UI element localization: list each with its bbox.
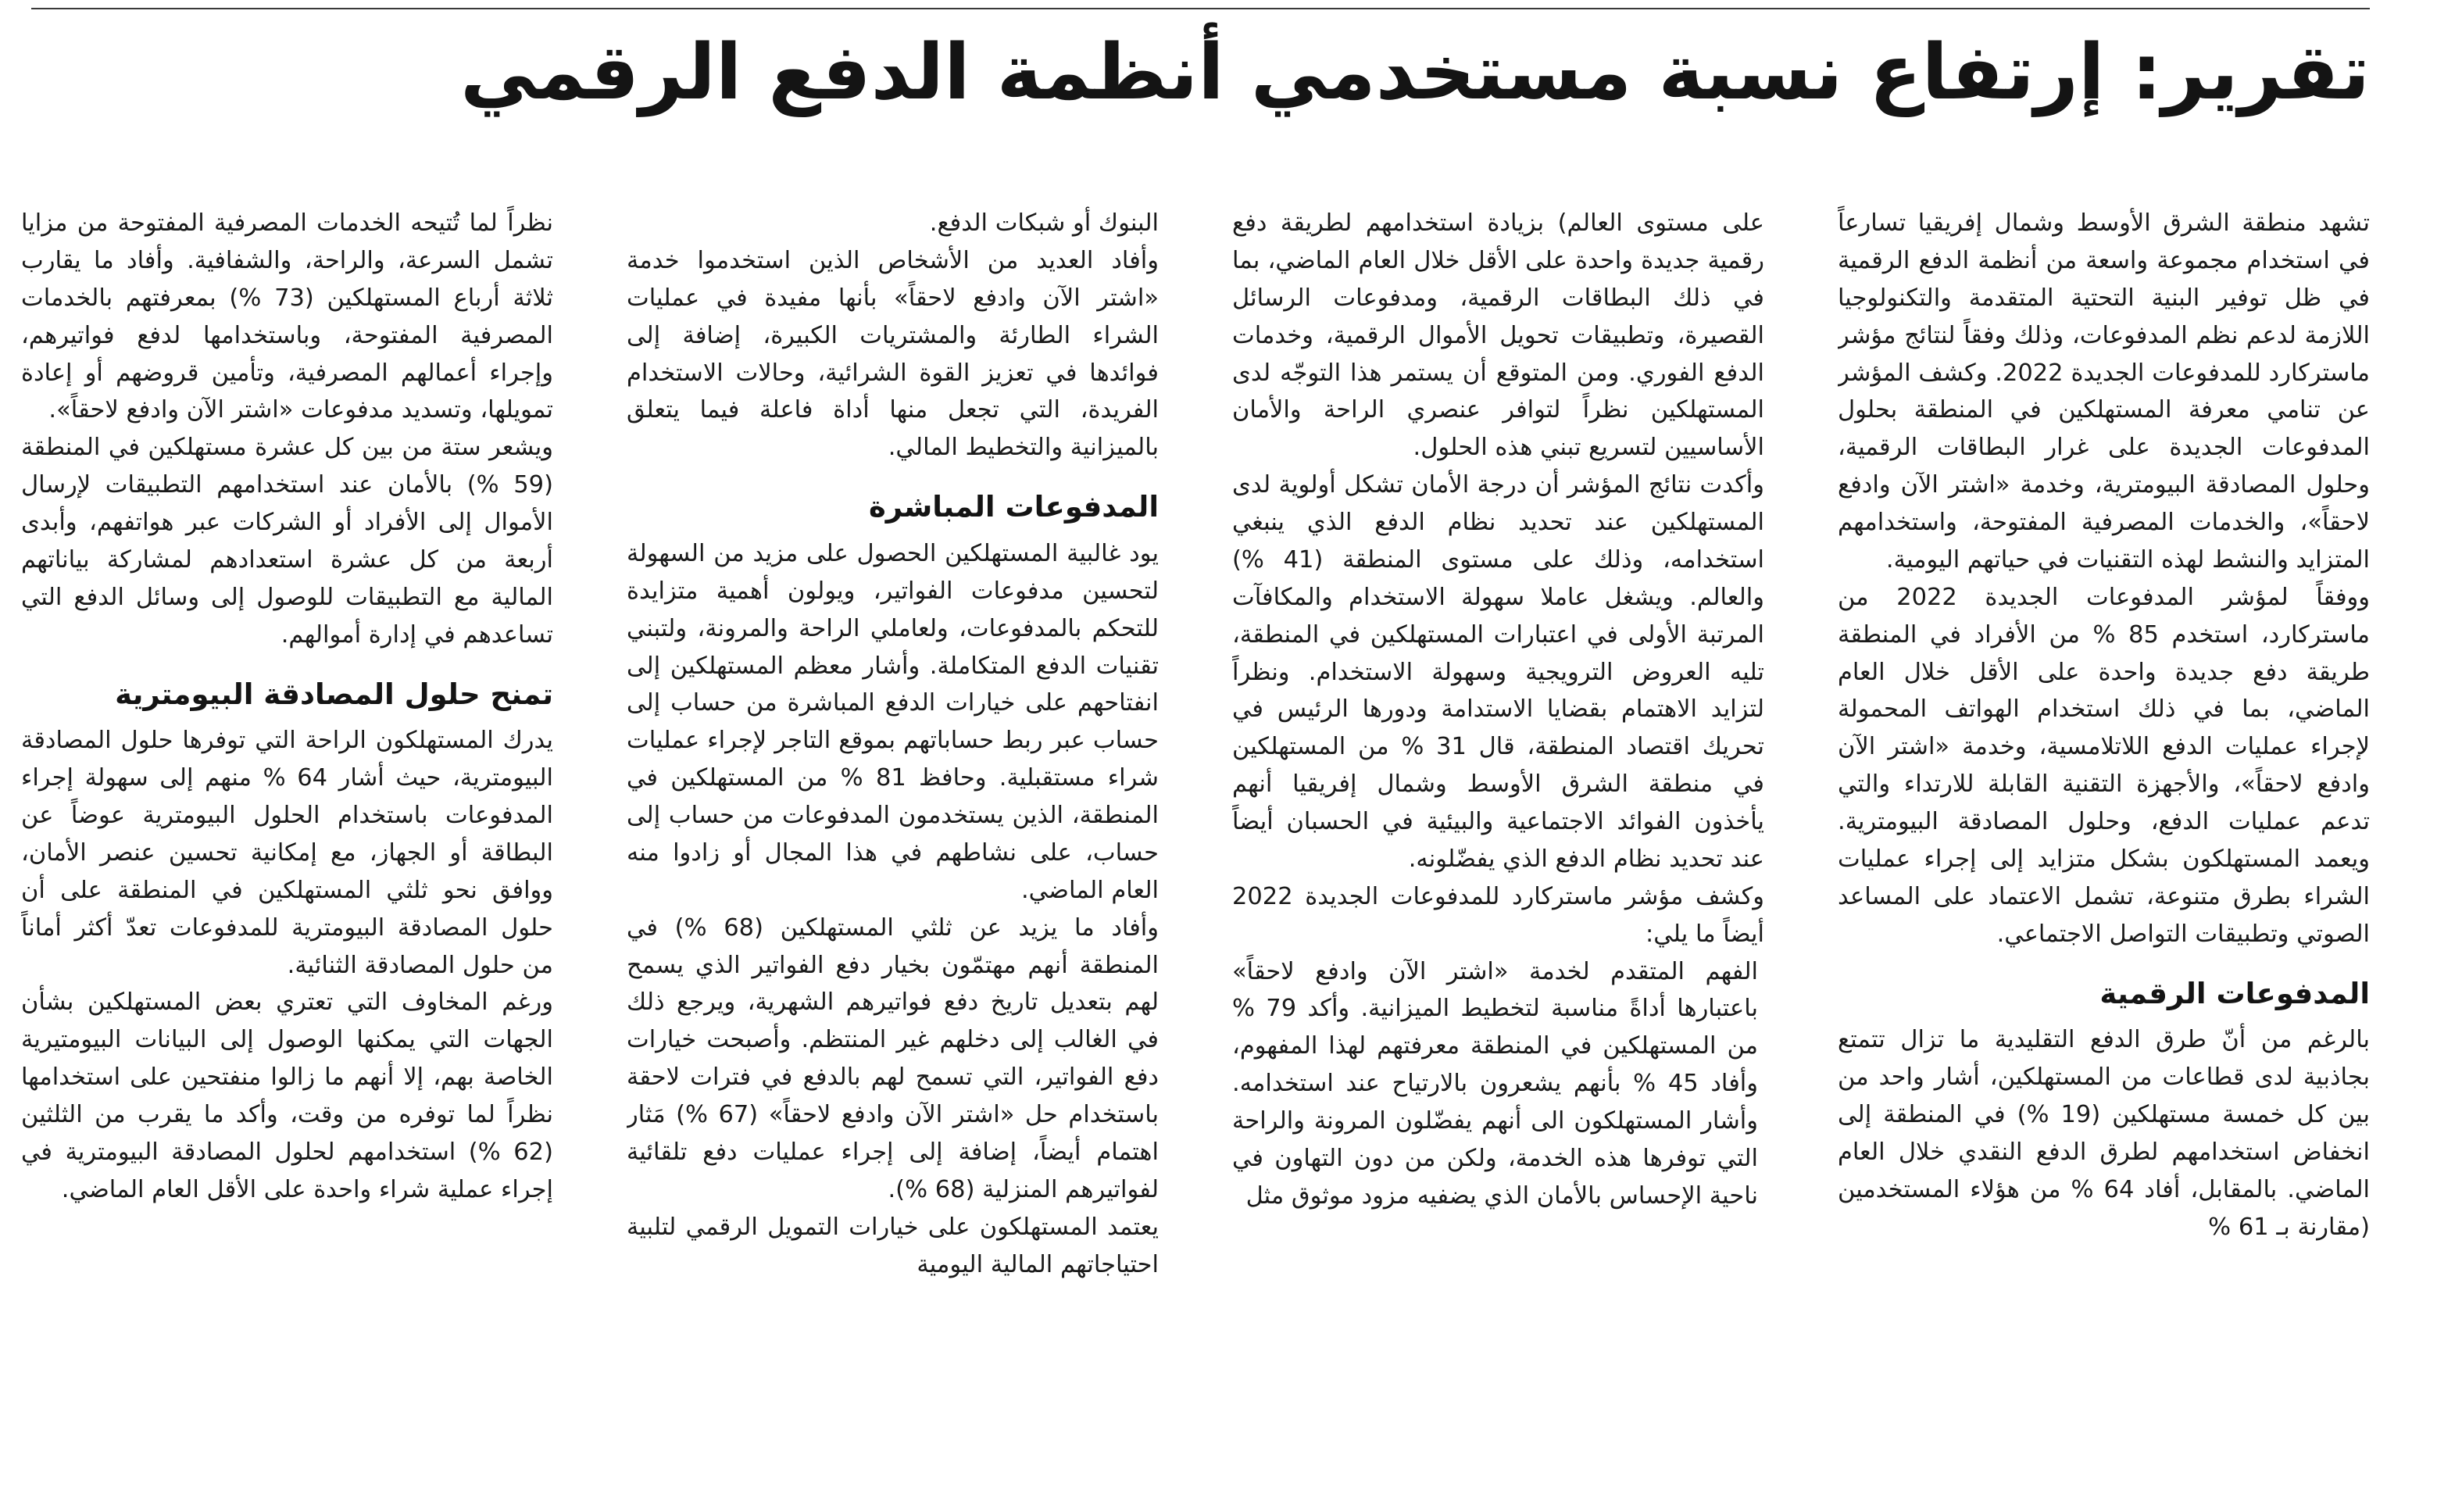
article-paragraph: البنوك أو شبكات الدفع. (929, 209, 1159, 237)
article-paragraph: ووفقاً لمؤشر المدفوعات الجديدة 2022 من ماستركارد، استخدم 85 % من الأفراد في المنطقة طريقة دفع جديدة واحدة على الأقل خلال العام الماضي، بما في ذلك استخدام الهواتف المحمولة لإجراء عمليات الدفع اللاتلامسية، وخدمة «اشتر الآن وادفع لاحقاً»، والأجهزة التقنية القابلة للارتداء والتي تدعم عمليات الدفع، وحلول المصادقة البيومترية. ويعمد المستهلكون بشكل متزايد إلى إجراء عمليات الشراء بطرق متنوعة، تشمل الاعتماد على المساعد الصوتي وتطبيقات التواصل الاجتماعي. (1838, 583, 2370, 948)
article-column-4 (21, 205, 553, 1486)
article-paragraph: بالرغم من أنّ طرق الدفع التقليدية ما تزال تتمتع بجاذبية لدى قطاعات من المستهلكين، أشار واحد من بين كل خمسة مستهلكين (19 %) في المنطقة إلى انخفاض استخدامهم لطرق الدفع النقدي خلال العام الماضي. بالمقابل، أفاد 64 % من هؤلاء المستخدمين (مقارنة بـ 61 % (1838, 1026, 2370, 1241)
article-columns (21, 205, 2370, 1486)
section-heading: تمنح حلول المصادقة البيومترية (115, 677, 553, 711)
article-paragraph: على مستوى العالم) بزيادة استخدامهم لطريقة دفع رقمية جديدة واحدة على الأقل خلال العام الماضي، بما في ذلك البطاقات الرقمية، ومدفوعات الرسائل القصيرة، وتطبيقات تحويل الأموال الرقمية، وخدمات الدفع الفوري. ومن المتوقع أن يستمر هذا التوجّه لدى المستهلكين نظراً لتوافر عنصري الراحة والأمان الأساسيين لتسريع تبني هذه الحلول. (1232, 209, 1764, 462)
article-paragraph: ورغم المخاوف التي تعتري بعض المستهلكين بشأن الجهات التي يمكنها الوصول إلى البيانات البيومتيرية الخاصة بهم، إلا أنهم ما زالوا منفتحين على استخدامها نظراً لما توفره من وقت، وأكد ما يقرب من الثلثين (62 %) استخدامهم لحلول المصادقة البيومترية في إجراء عملية شراء واحدة على الأقل العام الماضي. (21, 988, 553, 1203)
section-heading: المدفوعات الرقمية (2099, 976, 2370, 1010)
article-column-2 (1232, 205, 1764, 1486)
article-paragraph: وأفاد ما يزيد عن ثلثي المستهلكين (68 %) في المنطقة أنهم مهتمّون بخيار دفع الفواتير الذي يسمح لهم بتعديل تاريخ دفع فواتيرهم الشهرية، ويرجع ذلك في الغالب إلى دخلهم غير المنتظم. وأصبحت خيارات دفع الفواتير، التي تسمح لهم بالدفع في فترات لاحقة باستخدام حل «اشتر الآن وادفع لاحقاً» (67 %) مَثار اهتمام أيضاً، إضافة إلى إجراء عمليات دفع تلقائية لفواتيرهم المنزلية (68 %). (627, 913, 1159, 1203)
article-paragraph: يدرك المستهلكون الراحة التي توفرها حلول المصادقة البيومترية، حيث أشار 64 % منهم إلى سهولة إجراء المدفوعات باستخدام الحلول البيومترية عوضاً عن البطاقة أو الجهاز، مع إمكانية تحسين عنصر الأمان، ووافق نحو ثلثي المستهلكين في المنطقة على أن حلول المصادقة البيومترية للمدفوعات تعدّ أكثر أماناً من حلول المصادقة الثنائية. (21, 727, 553, 979)
top-rule (31, 8, 2370, 9)
article-paragraph: وأكدت نتائج المؤشر أن درجة الأمان تشكل أولوية لدى المستهلكين عند تحديد نظام الدفع الذي ينبغي استخدامه، وذلك على مستوى المنطقة (41 %) والعالم. ويشغل عاملا سهولة الاستخدام والمكافآت المرتبة الأولى في اعتبارات المستهلكين في المنطقة، تليه العروض الترويجية وسهولة الاستخدام. ونظراً لتزايد الاهتمام بقضايا الاستدامة ودورها الرئيس في تحريك اقتصاد المنطقة، قال 31 % من المستهلكين في منطقة الشرق الأوسط وشمال إفريقيا أنهم يأخذون الفوائد الاجتماعية والبيئية في الحسبان أيضاً عند تحديد نظام الدفع الذي يفضّلونه. (1232, 471, 1764, 873)
article-paragraph: وأفاد العديد من الأشخاص الذين استخدموا خدمة «اشتر الآن وادفع لاحقاً» بأنها مفيدة في عمليات الشراء الطارئة والمشتريات الكبيرة، إضافة إلى فوائدها في تعزيز القوة الشرائية، وحالات الاستخدام الفريدة، التي تجعل منها أداة فاعلة فيما يتعلق بالميزانية والتخطيط المالي. (627, 246, 1159, 462)
article-column-1 (1838, 205, 2370, 1486)
article-paragraph: ويشعر ستة من بين كل عشرة مستهلكين في المنطقة (59 %) بالأمان عند استخدامهم التطبيقات لإرسال الأموال إلى الأفراد أو الشركات عبر هواتفهم، وأبدى أربعة من كل عشرة استعدادهم لمشاركة بياناتهم المالية مع التطبيقات للوصول إلى وسائل الدفع التي تساعدهم في إدارة أموالهم. (21, 434, 553, 649)
article-headline: تقرير: إرتفاع نسبة مستخدمي أنظمة الدفع الرقمي (460, 28, 2370, 117)
article-paragraph: يود غالبية المستهلكين الحصول على مزيد من السهولة لتحسين مدفوعات الفواتير، ويولون أهمية متزايدة للتحكم بالمدفوعات، ولعاملي الراحة والمرونة، ولتبني تقنيات الدفع المتكاملة. وأشار معظم المستهلكين إلى انفتاحهم على خيارات الدفع المباشرة من حساب إلى حساب عبر ربط حساباتهم بموقع التاجر لإجراء عمليات شراء مستقبلية. وحافظ 81 % من المستهلكين في المنطقة، الذين يستخدمون المدفوعات من حساب إلى حساب، على نشاطهم في هذا المجال أو زادوا منه العام الماضي. (627, 539, 1159, 904)
section-heading: المدفوعات المباشرة (868, 490, 1159, 524)
article-paragraph: وكشف مؤشر ماستركارد للمدفوعات الجديدة 2022 أيضاً ما يلي: (1232, 882, 1764, 948)
article-column-3 (627, 205, 1159, 1486)
bullet-paragraph: الفهم المتقدم لخدمة «اشتر الآن وادفع لاحقاً» باعتبارها أداةً مناسبة لتخطيط الميزانية. وأكد 79 % من المستهلكين في المنطقة معرفتهم لهذا المفهوم، وأفاد 45 % بأنهم يشعرون بالارتياح عند استخدامه. وأشار المستهلكون الى أنهم يفضّلون المرونة والراحة التي توفرها هذه الخدمة، ولكن من دون التهاون في ناحية الإحساس بالأمان الذي يضفيه مزود موثوق مثل (1232, 957, 1758, 1210)
article-paragraph: تشهد منطقة الشرق الأوسط وشمال إفريقيا تسارعاً في استخدام مجموعة واسعة من أنظمة الدفع الرقمية في ظل توفير البنية التحتية المتقدمة والتكنولوجيا اللازمة لدعم نظم المدفوعات، وذلك وفقاً لنتائج مؤشر ماستركارد للمدفوعات الجديدة 2022. وكشف المؤشر عن تنامي معرفة المستهلكين في المنطقة بحلول المدفوعات الجديدة على غرار البطاقات الرقمية، وحلول المصادقة البيومترية، وخدمة «اشتر الآن وادفع لاحقاً»، والخدمات المصرفية المفتوحة، واستخدامهم المتزايد والنشط لهذه التقنيات في حياتهم اليومية. (1838, 209, 2370, 574)
article-paragraph: يعتمد المستهلكون على خيارات التمويل الرقمي لتلبية احتياجاتهم المالية اليومية (627, 1213, 1159, 1278)
article-paragraph: نظراً لما تُتيحه الخدمات المصرفية المفتوحة من مزايا تشمل السرعة، والراحة، والشفافية. وأفاد ما يقارب ثلاثة أرباع المستهلكين (73 %) بمعرفتهم بالخدمات المصرفية المفتوحة، وباستخدامها لدفع فواتيرهم، وإجراء أعمالهم المصرفية، وتأمين قروضهم أو إعادة تمويلها، وتسديد مدفوعات «اشتر الآن وادفع لاحقاً». (21, 209, 553, 424)
